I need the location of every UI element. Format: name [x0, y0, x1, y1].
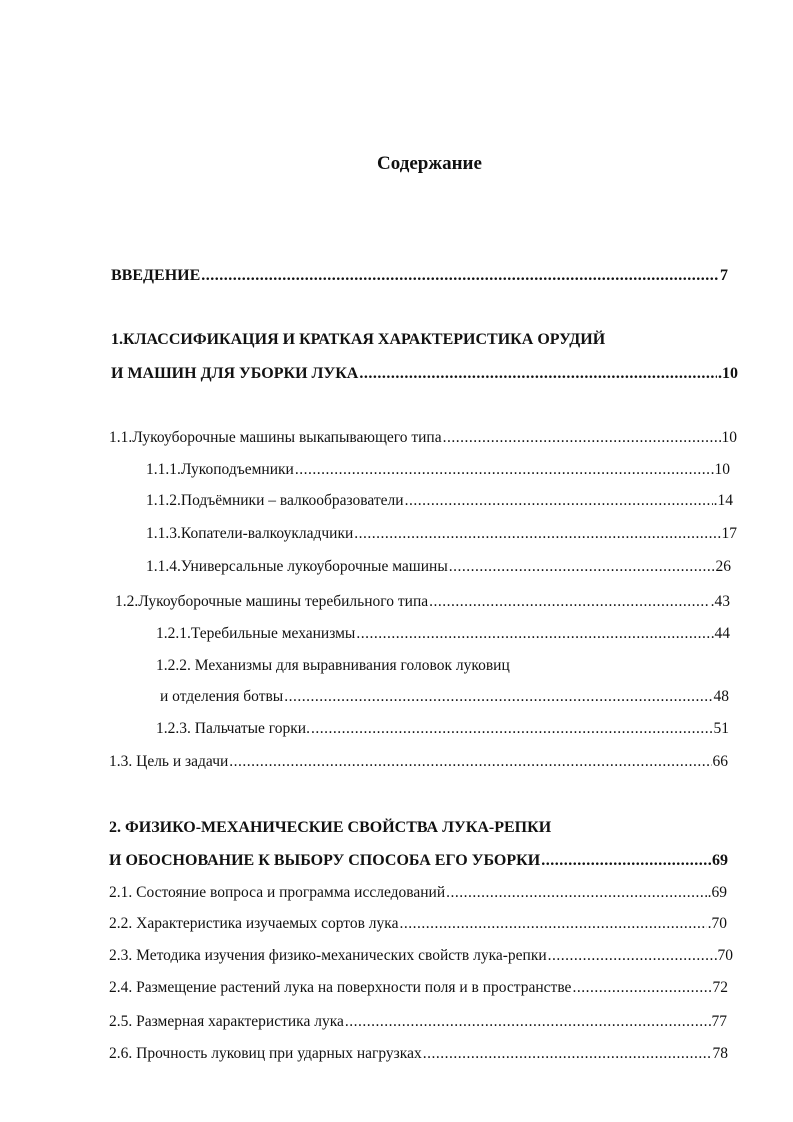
toc-entry-text: 1.2.3. Пальчатые горки. — [156, 720, 310, 737]
toc-chapter-1-heading-line1 — [111, 327, 605, 353]
toc-entry-1-1-3 — [146, 521, 737, 547]
toc-entry-1-1-1 — [146, 457, 730, 483]
page-title: Содержание — [377, 153, 482, 174]
toc-entry-1-2-2-line1 — [156, 653, 510, 679]
toc-entry-1-2 — [115, 589, 730, 615]
toc-entry-page: 69 — [712, 852, 728, 869]
toc-entry-page: 10 — [721, 429, 737, 446]
toc-leader-dots — [284, 684, 712, 710]
toc-entry-page: 72 — [712, 979, 728, 996]
toc-entry-text: 1.1.3.Копатели-валкоукладчики — [146, 525, 354, 542]
toc-leader-dots — [295, 457, 710, 483]
toc-leader-dots — [443, 425, 721, 451]
toc-leader-dots — [572, 975, 711, 1001]
toc-entry-text: 2.5. Размерная характеристика лука — [109, 1013, 344, 1030]
toc-entry-page: .10 — [710, 461, 730, 478]
toc-chapter-2-heading-line1 — [109, 815, 551, 841]
toc-leader-dots — [541, 848, 711, 874]
toc-leader-dots — [548, 943, 717, 969]
toc-entry-1-2-3 — [156, 716, 729, 742]
toc-entry-1-1 — [109, 425, 737, 451]
toc-entry-page: .70 — [707, 915, 727, 932]
toc-entry-page: .69 — [707, 884, 727, 901]
toc-entry-page: 48 — [713, 688, 729, 705]
toc-entry-2-2 — [109, 911, 727, 937]
toc-entry-text: 1.КЛАССИФИКАЦИЯ И КРАТКАЯ ХАРАКТЕРИСТИКА ОРУДИЙ — [111, 331, 606, 348]
toc-entry-page: 7 — [720, 267, 728, 284]
toc-leader-dots — [423, 1041, 712, 1067]
toc-entry-text: 2.1. Состояние вопроса и программа исследований — [109, 884, 446, 901]
toc-leader-dots — [405, 488, 713, 514]
toc-entry-text: 1.1.4.Универсальные лукоуборочные машины — [146, 558, 448, 575]
toc-leader-dots — [356, 621, 713, 647]
toc-entry-page: 70 — [717, 947, 733, 964]
toc-entry-page: 17 — [721, 525, 737, 542]
toc-entry-page: 44 — [714, 625, 730, 642]
toc-entry-page: .14 — [713, 492, 733, 509]
toc-entry-1-1-4 — [146, 554, 731, 580]
toc-leader-dots — [229, 749, 711, 775]
toc-entry-2-3 — [109, 943, 733, 969]
toc-entry-text: И ОБОСНОВАНИЕ К ВЫБОРУ СПОСОБА ЕГО УБОРКИ — [109, 852, 541, 869]
toc-entry-text: 2.2. Характеристика изучаемых сортов лука — [109, 915, 399, 932]
toc-leader-dots — [311, 716, 713, 742]
toc-entry-text: 2.4. Размещение растений лука на поверхности поля и в пространстве — [109, 979, 572, 996]
toc-entry-text: 1.2.1.Теребильные механизмы — [156, 625, 356, 642]
toc-entry-page: 66 — [712, 753, 728, 770]
toc-leader-dots — [399, 911, 706, 937]
toc-entry-2-6 — [109, 1041, 728, 1067]
toc-entry-page: .10 — [718, 365, 738, 382]
toc-entry-text: 1.3. Цель и задачи — [109, 753, 229, 770]
toc-leader-dots — [359, 361, 717, 387]
toc-entry-page: 78 — [712, 1045, 728, 1062]
toc-entry-text: 2. ФИЗИКО-МЕХАНИЧЕСКИЕ СВОЙСТВА ЛУКА-РЕПКИ — [109, 819, 552, 836]
toc-entry-page: 51 — [713, 720, 729, 737]
toc-entry-text: 1.2.2. Механизмы для выравнивания головок луковиц — [156, 657, 510, 674]
toc-leader-dots — [429, 589, 710, 615]
toc-entry-2-4 — [109, 975, 728, 1001]
toc-entry-page: 77 — [711, 1013, 727, 1030]
toc-leader-dots — [354, 521, 720, 547]
toc-entry-1-1-2 — [146, 488, 733, 514]
toc-entry-page: .43 — [710, 593, 730, 610]
toc-entry-text: 1.1.1.Лукоподъемники — [146, 461, 294, 478]
toc-entry-text: 1.1.2.Подъёмники – валкообразователи — [146, 492, 404, 509]
toc-entry-text: 1.2.Лукоуборочные машины теребильного типа — [115, 593, 429, 610]
toc-entry-introduction — [111, 263, 728, 289]
toc-leader-dots — [449, 554, 715, 580]
toc-chapter-1-heading-line2 — [111, 361, 738, 387]
toc-entry-text: 1.1.Лукоуборочные машины выкапывающего типа — [109, 429, 442, 446]
toc-entry-1-2-2-line2 — [160, 684, 729, 710]
toc-entry-1-2-1 — [156, 621, 730, 647]
toc-entry-text: И МАШИН ДЛЯ УБОРКИ ЛУКА — [111, 365, 359, 382]
toc-entry-page: 26 — [715, 558, 731, 575]
toc-entry-text: 2.3. Методика изучения физико-механических свойств лука-репки — [109, 947, 547, 964]
toc-entry-text: и отделения ботвы — [160, 688, 284, 705]
toc-leader-dots — [345, 1009, 711, 1035]
toc-leader-dots — [446, 880, 706, 906]
toc-entry-text: 2.6. Прочность луковиц при ударных нагрузках — [109, 1045, 422, 1062]
toc-entry-2-5 — [109, 1009, 727, 1035]
toc-chapter-2-heading-line2 — [109, 848, 728, 874]
toc-entry-text: ВВЕДЕНИЕ — [111, 267, 201, 284]
toc-entry-1-3 — [109, 749, 728, 775]
toc-entry-2-1 — [109, 880, 727, 906]
toc-leader-dots — [201, 263, 719, 289]
